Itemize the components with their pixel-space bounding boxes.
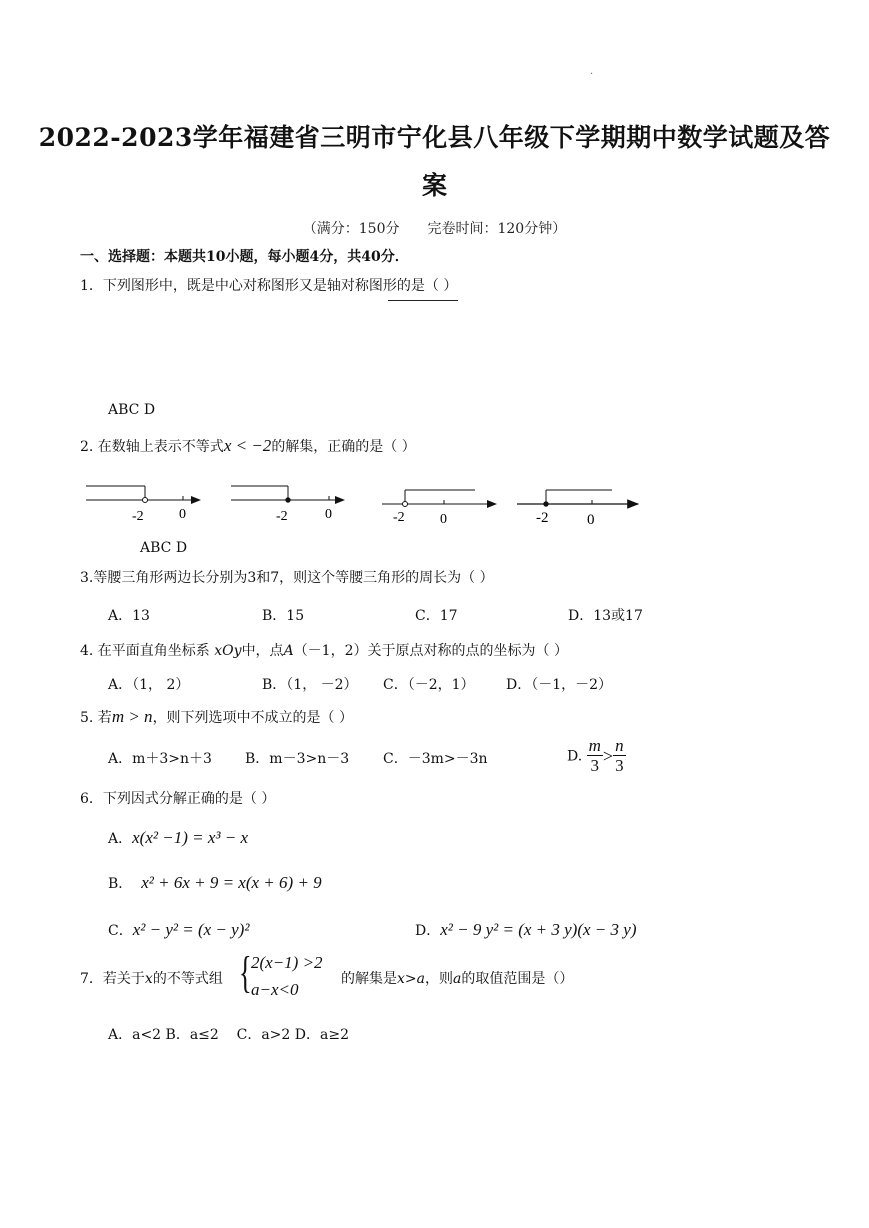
question-5-stem-prefix: 5. 若: [80, 710, 112, 726]
question-4-option-c: C．（－2，1）: [383, 677, 475, 693]
number-line-options: [80, 480, 660, 530]
question-4-stem: [80, 640, 568, 660]
question-6-option-c: C．x² − y² = (x − y)²: [108, 920, 250, 939]
number-line-a-label-neg2: -2: [132, 509, 144, 524]
question-4-option-d: D．（－1，－2）: [506, 677, 613, 693]
question-2-stem: [80, 436, 416, 456]
system-line-2: a−x<0: [251, 980, 299, 999]
question-5-option-d-label: D.: [567, 748, 583, 765]
number-line-a-label-0: 0: [179, 507, 186, 522]
emphasis-underline: [388, 300, 458, 301]
question-5-option-b: B．m－3>n－3: [245, 751, 350, 767]
question-6-option-b-math: x² + 6x + 9 = x(x + 6) + 9: [141, 873, 322, 892]
question-6-option-b: B． x² + 6x + 9 = x(x + 6) + 9: [108, 873, 322, 892]
question-3-option-d: D．13或17: [568, 608, 643, 624]
question-2-choices: ABC D: [140, 540, 188, 556]
page-title-continued: 案: [421, 171, 447, 200]
question-5-condition: m > n: [111, 707, 153, 726]
number-line-d: [517, 490, 638, 528]
question-1-stem: 1．下列图形中，既是中心对称图形又是轴对称图形的是（ ）: [80, 278, 458, 294]
question-4-point-a: A: [283, 643, 294, 659]
section-heading: 一、选择题：本题共10小题，每小题4分，共40分．: [80, 249, 409, 265]
number-line-b-label-0: 0: [325, 507, 332, 522]
question-2-stem-prefix: 2. 在数轴上表示不等式: [80, 439, 224, 455]
number-line-b-label-neg2: -2: [276, 509, 288, 524]
page-title: 2022-2023学年福建省三明市宁化县八年级下学期期中数学试题及答: [38, 123, 831, 152]
question-4-stem-suffix: （－1，2）关于原点对称的点的坐标为（ ）: [293, 643, 568, 659]
question-3-option-b: B．15: [262, 608, 305, 624]
number-line-c-label-neg2: -2: [393, 510, 405, 525]
question-7-stem-prefix: 7．若关于x的不等式组: [80, 971, 223, 987]
number-line-b: [231, 486, 344, 524]
question-5-stem: [80, 707, 353, 727]
exam-info: （满分：150分 完卷时间：120分钟）: [302, 221, 567, 237]
question-6-option-a-math: x(x² −1) = x³ − x: [132, 828, 248, 847]
question-2-inequality: x < −2: [223, 436, 272, 455]
question-4-option-b: B．（1， －2）: [262, 677, 358, 693]
question-5-option-c: C．－3m>－3n: [383, 751, 488, 767]
greater-than-sign: >: [602, 746, 614, 766]
question-5-stem-suffix: ，则下列选项中不成立的是（ ）: [152, 710, 354, 726]
question-4-xoy: xOy: [214, 643, 242, 659]
question-7-condition: x>a: [397, 971, 425, 987]
question-7-choices: A．a<2 B．a≤2 C．a>2 D．a≥2: [108, 1027, 349, 1043]
fraction-m-over-3: $\frac{m}{3}$: [588, 736, 601, 775]
question-5-option-a: A．m＋3>n＋3: [108, 751, 212, 767]
question-3-option-c: C．17: [415, 608, 458, 624]
question-6-stem: 6．下列因式分解正确的是（ ）: [80, 791, 276, 807]
question-6-option-d: D．x² − 9 y² = (x + 3 y)(x − 3 y): [415, 920, 637, 939]
question-4-stem-mid: 中，点: [241, 643, 284, 659]
fraction-n-over-3: $\frac{n}{3}$: [615, 736, 624, 775]
question-6-option-c-math: x² − y² = (x − y)²: [132, 920, 250, 939]
question-3-option-a: A．13: [108, 608, 150, 624]
number-line-d-label-0: 0: [587, 512, 595, 528]
question-6-option-a: A．x(x² −1) = x³ − x: [108, 828, 248, 847]
question-1-choices: ABC D: [108, 402, 156, 418]
question-7-var-a: a: [452, 971, 462, 987]
question-2-stem-suffix: 的解集，正确的是（ ）: [271, 439, 416, 455]
page-dot: .: [590, 66, 594, 77]
number-line-d-label-neg2: -2: [536, 510, 549, 526]
system-brace: {: [239, 948, 252, 997]
system-line-1: 2(x−1) >2: [251, 953, 323, 972]
question-6-option-d-math: x² − 9 y² = (x + 3 y)(x − 3 y): [440, 920, 637, 939]
number-line-c-label-0: 0: [440, 512, 447, 527]
number-line-c: [382, 490, 496, 527]
question-3-stem: 3.等腰三角形两边长分别为3和7，则这个等腰三角形的周长为（ ）: [80, 570, 494, 586]
question-4-option-a: A．（1， 2）: [108, 677, 190, 693]
question-7-var-x: x: [144, 971, 153, 987]
question-4-stem-prefix: 4. 在平面直角坐标系: [80, 643, 210, 659]
number-line-a: [86, 486, 200, 524]
question-5-option-d: [567, 737, 626, 776]
question-7-stem-suffix: 的解集是x>a，则a的取值范围是（）: [341, 971, 574, 987]
